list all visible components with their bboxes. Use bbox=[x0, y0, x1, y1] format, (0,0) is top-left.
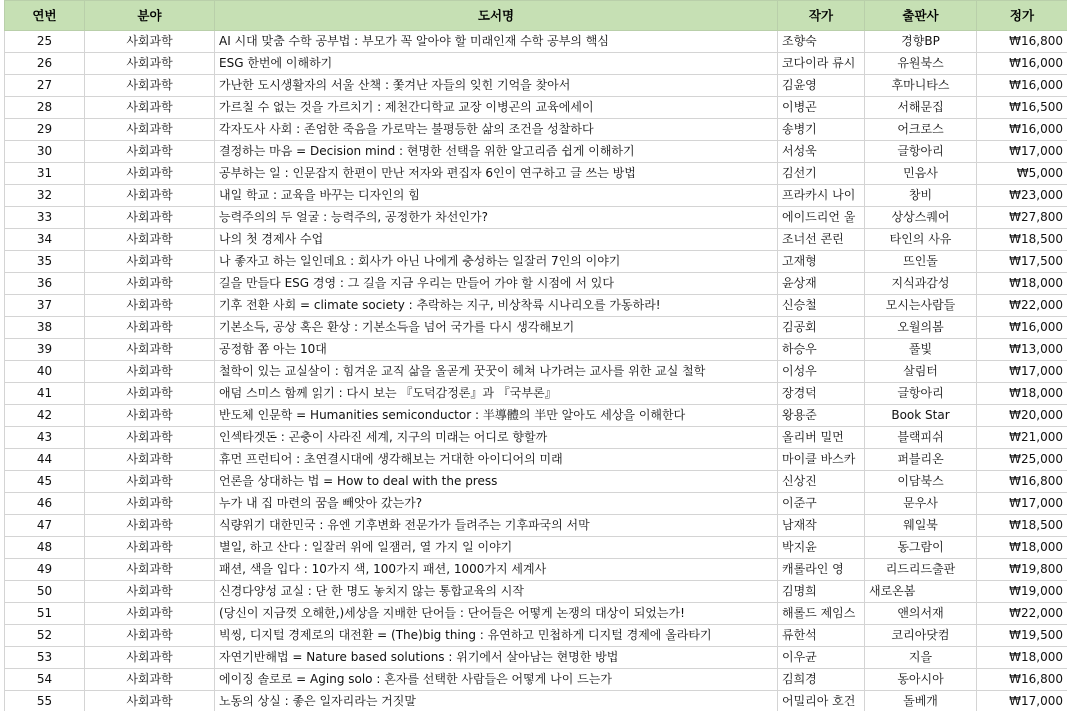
cell-title[interactable]: 기본소득, 공상 혹은 환상 : 기본소득을 넘어 국가를 다시 생각해보기 bbox=[215, 317, 778, 339]
cell-publisher[interactable]: 문우사 bbox=[865, 493, 977, 515]
cell-category[interactable]: 사회과학 bbox=[85, 207, 215, 229]
cell-no[interactable]: 51 bbox=[5, 603, 85, 625]
table-row bbox=[5, 493, 1067, 515]
cell-price[interactable]: ₩17,000 bbox=[977, 141, 1067, 163]
cell-author[interactable]: 신승철 bbox=[778, 295, 865, 317]
cell-price[interactable]: ₩18,500 bbox=[977, 515, 1067, 537]
table-row bbox=[5, 207, 1067, 229]
cell-price[interactable]: ₩18,000 bbox=[977, 273, 1067, 295]
table-row bbox=[5, 515, 1067, 537]
cell-price[interactable]: ₩18,500 bbox=[977, 229, 1067, 251]
cell-no[interactable]: 36 bbox=[5, 273, 85, 295]
cell-title[interactable]: 애덤 스미스 함께 읽기 : 다시 보는 『도덕감정론』과 『국부론』 bbox=[215, 383, 778, 405]
cell-author[interactable]: 송병기 bbox=[778, 119, 865, 141]
cell-author[interactable]: 윤상재 bbox=[778, 273, 865, 295]
cell-category[interactable]: 사회과학 bbox=[85, 449, 215, 471]
cell-title[interactable]: ESG 한번에 이해하기 bbox=[215, 53, 778, 75]
cell-category[interactable]: 사회과학 bbox=[85, 339, 215, 361]
cell-publisher[interactable]: Book Star bbox=[865, 405, 977, 427]
cell-title[interactable]: 휴먼 프런티어 : 초연결시대에 생각해보는 거대한 아이디어의 미래 bbox=[215, 449, 778, 471]
cell-title[interactable]: 인섹타겟돈 : 곤충이 사라진 세계, 지구의 미래는 어디로 향할까 bbox=[215, 427, 778, 449]
cell-publisher[interactable]: 살림터 bbox=[865, 361, 977, 383]
cell-price[interactable]: ₩22,000 bbox=[977, 603, 1067, 625]
cell-no[interactable]: 43 bbox=[5, 427, 85, 449]
cell-title[interactable]: 결정하는 마음 = Decision mind : 현명한 선택을 위한 알고리즘 쉽게 이해하기 bbox=[215, 141, 778, 163]
table-body bbox=[5, 31, 1067, 711]
cell-category[interactable]: 사회과학 bbox=[85, 383, 215, 405]
cell-author[interactable]: 신상진 bbox=[778, 471, 865, 493]
cell-category[interactable]: 사회과학 bbox=[85, 471, 215, 493]
cell-author[interactable]: 류한석 bbox=[778, 625, 865, 647]
cell-price[interactable]: ₩17,000 bbox=[977, 691, 1067, 711]
cell-category[interactable]: 사회과학 bbox=[85, 603, 215, 625]
cell-publisher[interactable]: 새로온봄 bbox=[865, 581, 977, 603]
cell-title[interactable]: 공정함 쫌 아는 10대 bbox=[215, 339, 778, 361]
cell-no[interactable]: 44 bbox=[5, 449, 85, 471]
table-row bbox=[5, 31, 1067, 53]
cell-price[interactable]: ₩18,000 bbox=[977, 383, 1067, 405]
cell-category[interactable]: 사회과학 bbox=[85, 669, 215, 691]
header-publisher[interactable]: 출판사 bbox=[865, 1, 977, 31]
cell-price[interactable]: ₩16,800 bbox=[977, 669, 1067, 691]
cell-price[interactable]: ₩16,500 bbox=[977, 97, 1067, 119]
table-row bbox=[5, 97, 1067, 119]
cell-publisher[interactable]: 웨일북 bbox=[865, 515, 977, 537]
cell-author[interactable]: 고재형 bbox=[778, 251, 865, 273]
cell-publisher[interactable]: 지을 bbox=[865, 647, 977, 669]
table-row bbox=[5, 53, 1067, 75]
cell-publisher[interactable]: 지식과감성 bbox=[865, 273, 977, 295]
cell-title[interactable]: 빅씽, 디지털 경제로의 대전환 = (The)big thing : 유연하고 민첩하게 디지털 경제에 올라타기 bbox=[215, 625, 778, 647]
cell-category[interactable]: 사회과학 bbox=[85, 361, 215, 383]
cell-author[interactable]: 서성욱 bbox=[778, 141, 865, 163]
cell-publisher[interactable]: 앤의서재 bbox=[865, 603, 977, 625]
cell-author[interactable]: 마이클 바스카 bbox=[778, 449, 865, 471]
cell-no[interactable]: 48 bbox=[5, 537, 85, 559]
cell-no[interactable]: 29 bbox=[5, 119, 85, 141]
cell-title[interactable]: 신경다양성 교실 : 단 한 명도 놓치지 않는 통합교육의 시작 bbox=[215, 581, 778, 603]
table-row bbox=[5, 691, 1067, 711]
cell-price[interactable]: ₩18,000 bbox=[977, 537, 1067, 559]
cell-price[interactable]: ₩20,000 bbox=[977, 405, 1067, 427]
cell-no[interactable]: 55 bbox=[5, 691, 85, 711]
cell-author[interactable]: 김윤영 bbox=[778, 75, 865, 97]
cell-category[interactable]: 사회과학 bbox=[85, 229, 215, 251]
table-row bbox=[5, 273, 1067, 295]
header-category[interactable]: 분야 bbox=[85, 1, 215, 31]
table-row bbox=[5, 537, 1067, 559]
table-row bbox=[5, 251, 1067, 273]
header-author[interactable]: 작가 bbox=[778, 1, 865, 31]
cell-author[interactable]: 어밀리아 호건 bbox=[778, 691, 865, 711]
cell-publisher[interactable]: 경향BP bbox=[865, 31, 977, 53]
cell-price[interactable]: ₩22,000 bbox=[977, 295, 1067, 317]
table-row bbox=[5, 625, 1067, 647]
cell-publisher[interactable]: 퍼블리온 bbox=[865, 449, 977, 471]
cell-author[interactable]: 이성우 bbox=[778, 361, 865, 383]
cell-category[interactable]: 사회과학 bbox=[85, 581, 215, 603]
cell-no[interactable]: 39 bbox=[5, 339, 85, 361]
cell-title[interactable]: 누가 내 집 마련의 꿈을 빼앗아 갔는가? bbox=[215, 493, 778, 515]
cell-price[interactable]: ₩27,800 bbox=[977, 207, 1067, 229]
cell-author[interactable]: 장경덕 bbox=[778, 383, 865, 405]
table-row bbox=[5, 339, 1067, 361]
cell-title[interactable]: 별일, 하고 산다 : 일잘러 위에 일잼러, 열 가지 일 이야기 bbox=[215, 537, 778, 559]
table-row bbox=[5, 559, 1067, 581]
cell-publisher[interactable]: 동아시아 bbox=[865, 669, 977, 691]
cell-price[interactable]: ₩16,000 bbox=[977, 119, 1067, 141]
cell-category[interactable]: 사회과학 bbox=[85, 75, 215, 97]
cell-publisher[interactable]: 코리아닷컴 bbox=[865, 625, 977, 647]
cell-title[interactable]: 에이징 솔로로 = Aging solo : 혼자를 선택한 사람들은 어떻게 나이 드는가 bbox=[215, 669, 778, 691]
cell-author[interactable]: 하승우 bbox=[778, 339, 865, 361]
cell-price[interactable]: ₩18,000 bbox=[977, 647, 1067, 669]
cell-category[interactable]: 사회과학 bbox=[85, 31, 215, 53]
cell-no[interactable]: 27 bbox=[5, 75, 85, 97]
cell-category[interactable]: 사회과학 bbox=[85, 53, 215, 75]
cell-price[interactable]: ₩16,000 bbox=[977, 75, 1067, 97]
cell-price[interactable]: ₩13,000 bbox=[977, 339, 1067, 361]
cell-no[interactable]: 50 bbox=[5, 581, 85, 603]
table-row bbox=[5, 229, 1067, 251]
cell-no[interactable]: 49 bbox=[5, 559, 85, 581]
cell-category[interactable]: 사회과학 bbox=[85, 647, 215, 669]
cell-author[interactable]: 김명희 bbox=[778, 581, 865, 603]
cell-price[interactable]: ₩19,500 bbox=[977, 625, 1067, 647]
cell-publisher[interactable]: 글항아리 bbox=[865, 141, 977, 163]
cell-author[interactable]: 프라카시 나이 bbox=[778, 185, 865, 207]
cell-title[interactable]: 나의 첫 경제사 수업 bbox=[215, 229, 778, 251]
cell-publisher[interactable]: 동그람이 bbox=[865, 537, 977, 559]
book-table bbox=[4, 0, 1067, 711]
cell-author[interactable]: 김공회 bbox=[778, 317, 865, 339]
cell-publisher[interactable]: 풀빛 bbox=[865, 339, 977, 361]
cell-title[interactable]: 언론을 상대하는 법 = How to deal with the press bbox=[215, 471, 778, 493]
cell-price[interactable]: ₩19,800 bbox=[977, 559, 1067, 581]
table-row bbox=[5, 317, 1067, 339]
cell-author[interactable]: 이준구 bbox=[778, 493, 865, 515]
cell-publisher[interactable]: 뜨인돌 bbox=[865, 251, 977, 273]
table-row bbox=[5, 119, 1067, 141]
table-row bbox=[5, 295, 1067, 317]
cell-title[interactable]: 각자도사 사회 : 존엄한 죽음을 가로막는 불평등한 삶의 조건을 성찰하다 bbox=[215, 119, 778, 141]
cell-category[interactable]: 사회과학 bbox=[85, 119, 215, 141]
cell-author[interactable]: 김희경 bbox=[778, 669, 865, 691]
cell-category[interactable]: 사회과학 bbox=[85, 537, 215, 559]
cell-title[interactable]: 내일 학교 : 교육을 바꾸는 디자인의 힘 bbox=[215, 185, 778, 207]
cell-no[interactable]: 26 bbox=[5, 53, 85, 75]
cell-price[interactable]: ₩16,000 bbox=[977, 317, 1067, 339]
cell-no[interactable]: 37 bbox=[5, 295, 85, 317]
cell-no[interactable]: 34 bbox=[5, 229, 85, 251]
cell-title[interactable]: 자연기반해법 = Nature based solutions : 위기에서 살아남는 현명한 방법 bbox=[215, 647, 778, 669]
cell-price[interactable]: ₩23,000 bbox=[977, 185, 1067, 207]
cell-title[interactable]: 가르칠 수 없는 것을 가르치기 : 제천간디학교 교장 이병곤의 교육에세이 bbox=[215, 97, 778, 119]
cell-no[interactable]: 30 bbox=[5, 141, 85, 163]
cell-no[interactable]: 52 bbox=[5, 625, 85, 647]
header-title[interactable]: 도서명 bbox=[215, 1, 778, 31]
cell-author[interactable]: 조향숙 bbox=[778, 31, 865, 53]
cell-author[interactable]: 박지윤 bbox=[778, 537, 865, 559]
cell-title[interactable]: 가난한 도시생활자의 서울 산책 : 쫓겨난 자들의 잊힌 기억을 찾아서 bbox=[215, 75, 778, 97]
cell-category[interactable]: 사회과학 bbox=[85, 317, 215, 339]
table-row bbox=[5, 361, 1067, 383]
cell-category[interactable]: 사회과학 bbox=[85, 691, 215, 711]
cell-author[interactable]: 올리버 밀먼 bbox=[778, 427, 865, 449]
table-row bbox=[5, 141, 1067, 163]
cell-category[interactable]: 사회과학 bbox=[85, 427, 215, 449]
cell-publisher[interactable]: 타인의 사유 bbox=[865, 229, 977, 251]
cell-price[interactable]: ₩21,000 bbox=[977, 427, 1067, 449]
cell-no[interactable]: 54 bbox=[5, 669, 85, 691]
table-row bbox=[5, 471, 1067, 493]
cell-title[interactable]: AI 시대 맞춤 수학 공부법 : 부모가 꼭 알아야 할 미래인재 수학 공부의 핵심 bbox=[215, 31, 778, 53]
cell-category[interactable]: 사회과학 bbox=[85, 625, 215, 647]
cell-no[interactable]: 32 bbox=[5, 185, 85, 207]
cell-no[interactable]: 41 bbox=[5, 383, 85, 405]
cell-title[interactable]: 나 좋자고 하는 일인데요 : 회사가 아닌 나에게 충성하는 일잘러 7인의 이야기 bbox=[215, 251, 778, 273]
cell-title[interactable]: 기후 전환 사회 = climate society : 추락하는 지구, 비상착륙 시나리오를 가동하라! bbox=[215, 295, 778, 317]
cell-category[interactable]: 사회과학 bbox=[85, 493, 215, 515]
table-row bbox=[5, 647, 1067, 669]
cell-title[interactable]: 능력주의의 두 얼굴 : 능력주의, 공정한가 차선인가? bbox=[215, 207, 778, 229]
header-row bbox=[5, 1, 1067, 31]
cell-price[interactable]: ₩16,000 bbox=[977, 53, 1067, 75]
cell-author[interactable]: 에이드리언 울 bbox=[778, 207, 865, 229]
cell-category[interactable]: 사회과학 bbox=[85, 559, 215, 581]
cell-author[interactable]: 코다이라 류시 bbox=[778, 53, 865, 75]
cell-no[interactable]: 42 bbox=[5, 405, 85, 427]
table-row bbox=[5, 75, 1067, 97]
cell-author[interactable]: 이우균 bbox=[778, 647, 865, 669]
cell-title[interactable]: 노동의 상실 : 좋은 일자리라는 거짓말 bbox=[215, 691, 778, 711]
cell-category[interactable]: 사회과학 bbox=[85, 273, 215, 295]
cell-price[interactable]: ₩25,000 bbox=[977, 449, 1067, 471]
cell-no[interactable]: 25 bbox=[5, 31, 85, 53]
table-row bbox=[5, 405, 1067, 427]
cell-publisher[interactable]: 후마니타스 bbox=[865, 75, 977, 97]
cell-publisher[interactable]: 민음사 bbox=[865, 163, 977, 185]
cell-category[interactable]: 사회과학 bbox=[85, 185, 215, 207]
cell-author[interactable]: 남재작 bbox=[778, 515, 865, 537]
cell-author[interactable]: 이병곤 bbox=[778, 97, 865, 119]
cell-no[interactable]: 40 bbox=[5, 361, 85, 383]
cell-price[interactable]: ₩19,000 bbox=[977, 581, 1067, 603]
cell-no[interactable]: 53 bbox=[5, 647, 85, 669]
cell-price[interactable]: ₩5,000 bbox=[977, 163, 1067, 185]
cell-publisher[interactable]: 모시는사람들 bbox=[865, 295, 977, 317]
cell-no[interactable]: 31 bbox=[5, 163, 85, 185]
cell-no[interactable]: 28 bbox=[5, 97, 85, 119]
cell-category[interactable]: 사회과학 bbox=[85, 405, 215, 427]
cell-category[interactable]: 사회과학 bbox=[85, 97, 215, 119]
cell-no[interactable]: 47 bbox=[5, 515, 85, 537]
cell-title[interactable]: 공부하는 일 : 인문잡지 한편이 만난 저자와 편집자 6인이 연구하고 글 쓰는 방법 bbox=[215, 163, 778, 185]
cell-author[interactable]: 조너선 콘린 bbox=[778, 229, 865, 251]
cell-title[interactable]: (당신이 지금껏 오해한,)세상을 지배한 단어들 : 단어들은 어떻게 논쟁의 대상이 되었는가! bbox=[215, 603, 778, 625]
cell-category[interactable]: 사회과학 bbox=[85, 251, 215, 273]
cell-publisher[interactable]: 어크로스 bbox=[865, 119, 977, 141]
cell-publisher[interactable]: 창비 bbox=[865, 185, 977, 207]
cell-title[interactable]: 철학이 있는 교실살이 : 힘겨운 교직 삶을 올곧게 꿋꿋이 헤쳐 나가려는 교사를 위한 교실 철학 bbox=[215, 361, 778, 383]
cell-no[interactable]: 38 bbox=[5, 317, 85, 339]
cell-publisher[interactable]: 블랙피쉬 bbox=[865, 427, 977, 449]
cell-author[interactable]: 김선기 bbox=[778, 163, 865, 185]
cell-author[interactable]: 캐롤라인 영 bbox=[778, 559, 865, 581]
cell-title[interactable]: 길을 만들다 ESG 경영 : 그 길을 지금 우리는 만들어 가야 할 시점에 서 있다 bbox=[215, 273, 778, 295]
cell-author[interactable]: 왕용준 bbox=[778, 405, 865, 427]
cell-no[interactable]: 35 bbox=[5, 251, 85, 273]
cell-publisher[interactable]: 이담북스 bbox=[865, 471, 977, 493]
cell-title[interactable]: 반도체 인문학 = Humanities semiconductor : 半導體의 半만 알아도 세상을 이해한다 bbox=[215, 405, 778, 427]
table-row bbox=[5, 185, 1067, 207]
cell-price[interactable]: ₩17,000 bbox=[977, 493, 1067, 515]
table-row bbox=[5, 383, 1067, 405]
cell-price[interactable]: ₩17,500 bbox=[977, 251, 1067, 273]
table-row bbox=[5, 163, 1067, 185]
cell-price[interactable]: ₩17,000 bbox=[977, 361, 1067, 383]
cell-publisher[interactable]: 유원북스 bbox=[865, 53, 977, 75]
table-row bbox=[5, 427, 1067, 449]
cell-category[interactable]: 사회과학 bbox=[85, 295, 215, 317]
cell-no[interactable]: 46 bbox=[5, 493, 85, 515]
header-no[interactable]: 연번 bbox=[5, 1, 85, 31]
cell-title[interactable]: 패션, 색을 입다 : 10가지 색, 100가지 패션, 1000가지 세계사 bbox=[215, 559, 778, 581]
header-price[interactable]: 정가 bbox=[977, 1, 1067, 31]
table-row bbox=[5, 449, 1067, 471]
cell-no[interactable]: 33 bbox=[5, 207, 85, 229]
cell-publisher[interactable]: 서해문집 bbox=[865, 97, 977, 119]
cell-publisher[interactable]: 글항아리 bbox=[865, 383, 977, 405]
table-row bbox=[5, 603, 1067, 625]
cell-publisher[interactable]: 상상스퀘어 bbox=[865, 207, 977, 229]
cell-publisher[interactable]: 돌베개 bbox=[865, 691, 977, 711]
table-row bbox=[5, 581, 1067, 603]
cell-author[interactable]: 해롤드 제임스 bbox=[778, 603, 865, 625]
cell-category[interactable]: 사회과학 bbox=[85, 141, 215, 163]
cell-category[interactable]: 사회과학 bbox=[85, 515, 215, 537]
cell-publisher[interactable]: 리드리드출판 bbox=[865, 559, 977, 581]
cell-title[interactable]: 식량위기 대한민국 : 유엔 기후변화 전문가가 들려주는 기후파국의 서막 bbox=[215, 515, 778, 537]
table-row bbox=[5, 669, 1067, 691]
cell-category[interactable]: 사회과학 bbox=[85, 163, 215, 185]
cell-no[interactable]: 45 bbox=[5, 471, 85, 493]
cell-price[interactable]: ₩16,800 bbox=[977, 471, 1067, 493]
cell-publisher[interactable]: 오월의봄 bbox=[865, 317, 977, 339]
cell-price[interactable]: ₩16,800 bbox=[977, 31, 1067, 53]
